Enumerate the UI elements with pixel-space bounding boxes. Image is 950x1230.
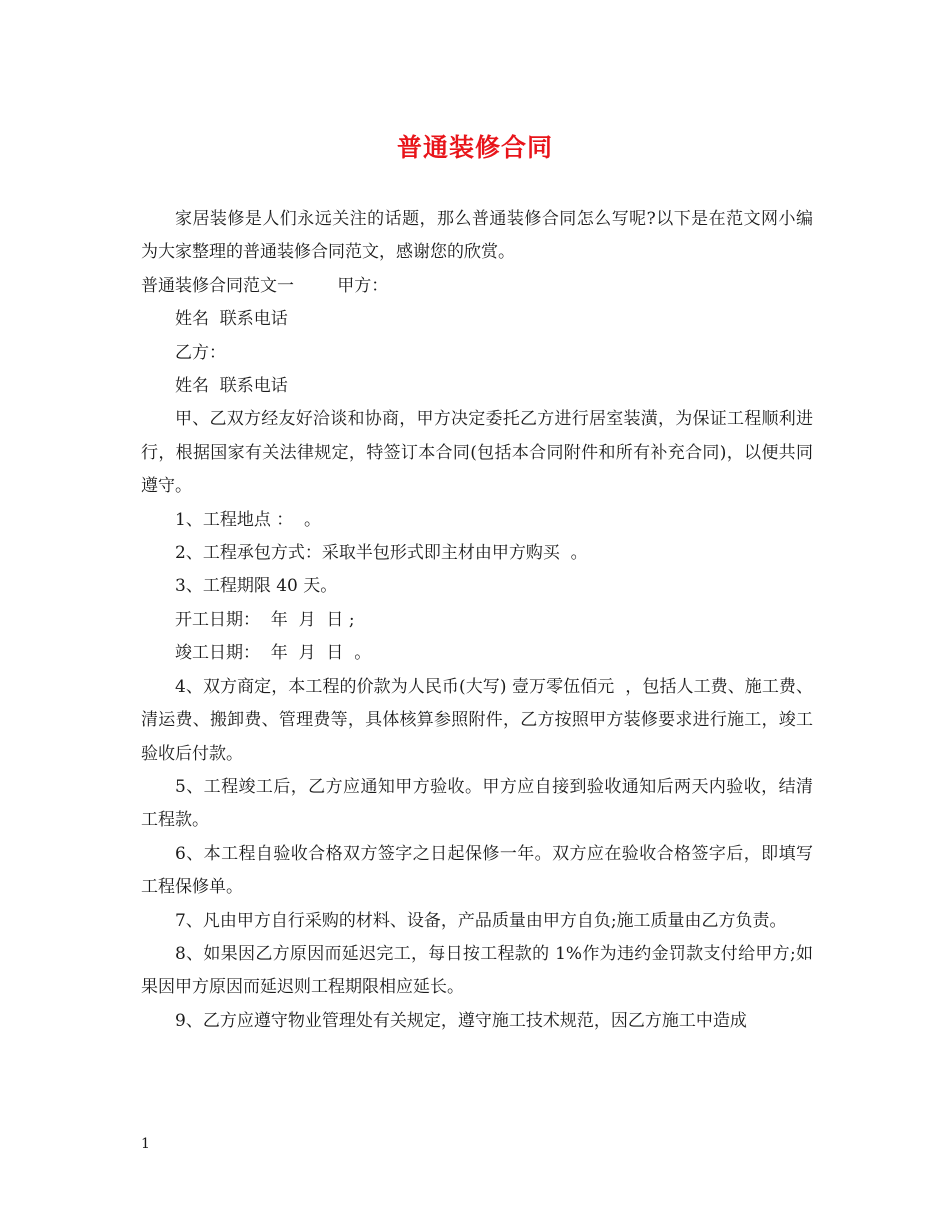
paragraph: 竣工日期： 年 月 日 。 — [175, 643, 372, 664]
page-number: 1 — [141, 1136, 150, 1152]
paragraph: 甲、乙双方经友好洽谈和协商，甲方决定委托乙方进行居室装潢，为保证工程顺利进行，根据国家有关法律规定，特签订本合同(包括本合同附件和所有补充合同)，以便共同遵守。 — [141, 409, 813, 497]
document-body — [141, 203, 813, 1038]
paragraph: 6、本工程自验收合格双方签字之日起保修一年。双方应在验收合格签字后，即填写工程保修单。 — [141, 843, 813, 898]
paragraph: 3、工程期限 40 天。 — [175, 576, 338, 597]
paragraph: 乙方： — [175, 342, 226, 363]
paragraph: 5、工程竣工后，乙方应通知甲方验收。甲方应自接到验收通知后两天内验收，结清工程款。 — [141, 776, 813, 831]
paragraph: 家居装修是人们永远关注的话题，那么普通装修合同怎么写呢?以下是在范文网小编为大家整理的普通装修合同范文，感谢您的欣赏。 — [141, 209, 813, 263]
paragraph: 姓名 联系电话 — [175, 309, 288, 330]
paragraph: 普通装修合同范文一 甲方： — [141, 275, 389, 296]
paragraph: 4、双方商定，本工程的价款为人民币(大写) 壹万零伍佰元 ，包括人工费、施工费、清运费、搬卸费、管理费等，具体核算参照附件，乙方按照甲方装修要求进行施工，竣工验收后付款。 — [141, 676, 813, 764]
paragraph: 8、如果因乙方原因而延迟完工，每日按工程款的 1%作为违约金罚款支付给甲方;如果因甲方原因而延迟则工程期限相应延长。 — [141, 943, 813, 998]
document-title: 普通装修合同 — [396, 133, 553, 162]
paragraph: 7、凡由甲方自行采购的材料、设备，产品质量由甲方自负;施工质量由乙方负责。 — [175, 910, 787, 931]
paragraph: 开工日期： 年 月 日 ; — [175, 609, 355, 630]
paragraph: 姓名 联系电话 — [175, 376, 288, 397]
paragraph: 1、工程地点 ： 。 — [175, 509, 322, 530]
paragraph: 2、工程承包方式：采取半包形式即主材由甲方购买 。 — [175, 543, 588, 564]
paragraph: 9、乙方应遵守物业管理处有关规定，遵守施工技术规范，因乙方施工中造成 — [175, 1010, 747, 1031]
